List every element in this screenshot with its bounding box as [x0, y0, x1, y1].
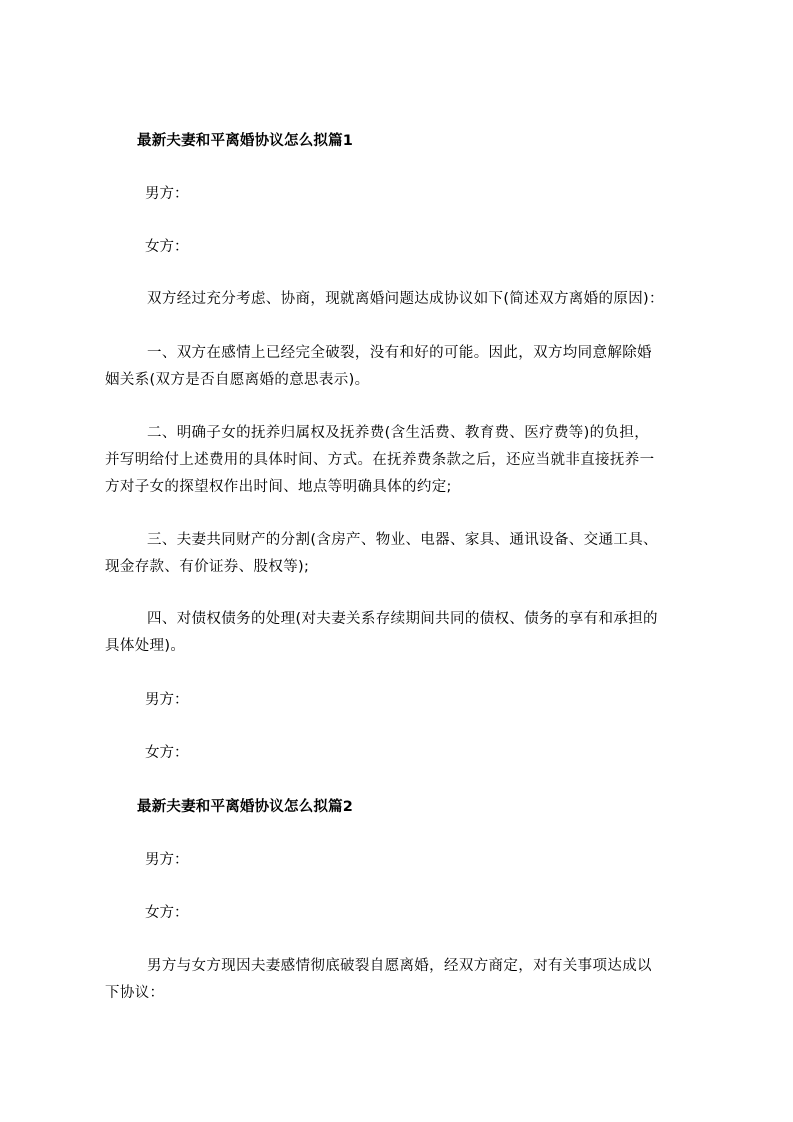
wife-label: 女方： [145, 239, 189, 255]
clause-2-line-2: 并写明给付上述费用的具体时间、方式。在抚养费条款之后，还应当就非直接抚养一 [105, 452, 655, 468]
clause-2-line-3: 方对子女的探望权作出时间、地点等明确具体的约定; [105, 479, 452, 495]
intro-paragraph [105, 286, 705, 313]
clause-1-line-2: 姻关系(双方是否自愿离婚的意思表示)。 [105, 372, 370, 388]
clause-1-paragraph [105, 340, 705, 394]
clause-4-line-2: 具体处理)。 [105, 638, 186, 654]
husband-label-2: 男方： [145, 852, 189, 868]
husband-sign-label: 男方： [145, 692, 189, 708]
wife-sign-label: 女方： [145, 745, 189, 761]
clause-3-line-2: 现金存款、有价证券、股权等); [105, 559, 310, 575]
clause-4-paragraph [105, 606, 705, 660]
intro-line: 双方经过充分考虑、协商，现就离婚问题达成协议如下(简述双方离婚的原因)： [147, 291, 664, 307]
clause-2-paragraph [105, 420, 705, 501]
section-2-intro-paragraph [105, 953, 705, 1007]
clause-4-line-1: 四、对债权债务的处理(对夫妻关系存续期间共同的债权、债务的享有和承担的 [147, 611, 658, 627]
section-1-heading: 最新夫妻和平离婚协议怎么拟篇1 [137, 133, 354, 149]
section-2-intro-line-1: 男方与女方现因夫妻感情彻底破裂自愿离婚，经双方商定，对有关事项达成以 [147, 958, 652, 974]
wife-label-2: 女方： [145, 905, 189, 921]
section-2-heading: 最新夫妻和平离婚协议怎么拟篇2 [137, 799, 354, 815]
clause-3-line-1: 三、夫妻共同财产的分割(含房产、物业、电器、家具、通讯设备、交通工具、 [147, 532, 658, 548]
clause-2-line-1: 二、明确子女的抚养归属权及抚养费(含生活费、教育费、医疗费等)的负担， [147, 425, 650, 441]
husband-label: 男方： [145, 186, 189, 202]
clause-1-line-1: 一、双方在感情上已经完全破裂，没有和好的可能。因此，双方均同意解除婚 [147, 345, 652, 361]
section-2-intro-line-2: 下协议： [105, 985, 165, 1001]
clause-3-paragraph [105, 527, 705, 581]
